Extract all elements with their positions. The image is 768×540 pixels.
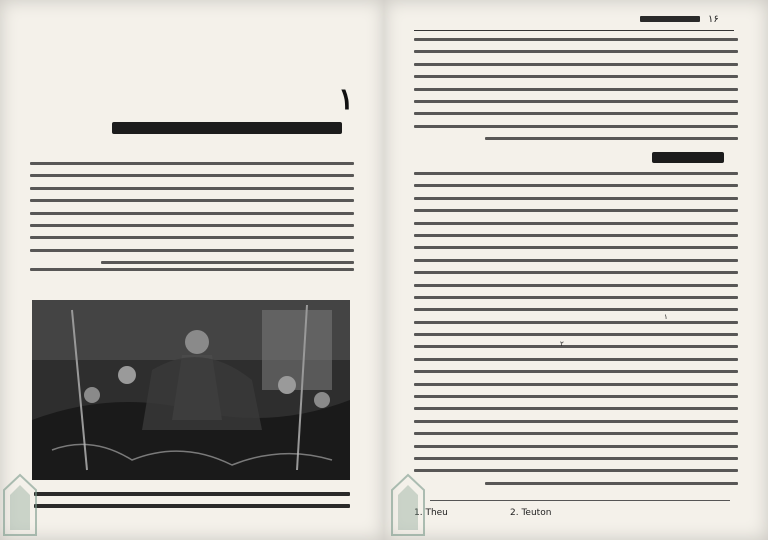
body-paragraph-1 <box>414 38 738 150</box>
chapter-title <box>112 122 342 134</box>
footnote-1: 1. Theu <box>414 508 448 518</box>
illustration-caption <box>34 492 350 516</box>
section-heading <box>652 152 724 163</box>
running-header <box>640 16 700 22</box>
body-paragraph-2 <box>414 172 738 494</box>
footnote-2-text: Teuton <box>521 508 552 518</box>
right-page <box>384 0 768 540</box>
chapter-number: ۱ <box>338 82 355 117</box>
note-mark-2: ۲ <box>560 340 564 348</box>
chapter-intro-text <box>30 162 354 274</box>
header-rule <box>414 30 734 31</box>
page-number: ۱۶ <box>708 14 719 25</box>
historical-illustration <box>32 300 350 480</box>
footnote-2 <box>510 508 551 518</box>
chapter-intro-closing <box>30 268 354 280</box>
footnote-2-mark: 2. <box>510 508 519 518</box>
watermark-logo-left <box>0 470 40 540</box>
note-mark-1: ۱ <box>664 313 668 321</box>
footnote-rule <box>430 500 730 501</box>
watermark-logo-right <box>388 470 428 540</box>
illustration-drawing <box>32 300 350 480</box>
